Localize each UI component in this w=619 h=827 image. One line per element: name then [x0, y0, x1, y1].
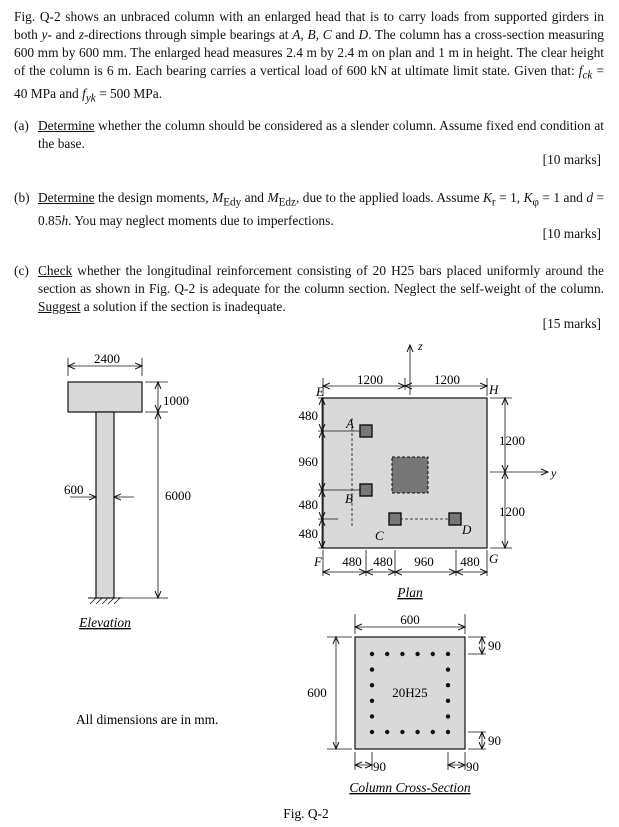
- rebar: [446, 667, 450, 671]
- rebar: [370, 683, 374, 687]
- rebar: [370, 714, 374, 718]
- section-width-label: 600: [400, 612, 420, 627]
- bearing-d-label: D: [462, 522, 472, 537]
- elev-head-width-label: 2400: [94, 351, 120, 366]
- plan-bottom-dim-3: 960: [414, 554, 434, 569]
- rebar: [446, 683, 450, 687]
- rebar: [446, 699, 450, 703]
- elev-head-height-label: 1000: [163, 393, 189, 408]
- bearing-d: [449, 513, 461, 525]
- bearing-c-label: C: [375, 528, 384, 543]
- rebar: [370, 699, 374, 703]
- question-c-marks: [15 marks]: [542, 316, 601, 331]
- section-cover-top: 90: [488, 638, 501, 653]
- plan-right-dim-top: 1200: [499, 433, 525, 448]
- rebar: [385, 652, 389, 656]
- rebar: [370, 667, 374, 671]
- bearing-b: [360, 484, 372, 496]
- section-caption: Column Cross-Section: [349, 780, 471, 795]
- plan-column-outline: [392, 457, 428, 493]
- rebar: [415, 730, 419, 734]
- corner-g: G: [489, 551, 499, 566]
- plan-right-dim-bottom: 1200: [499, 504, 525, 519]
- intro-paragraph: Fig. Q-2 shows an unbraced column with an enlarged head that is to carry loads from supported girders in both y- and z-directions through simple bearings at A, B, C and D. The column has a cross-section measuring 600 mm by 600 mm. The enlarged head measures 2.4 m by 2.4 m on plan and 1 m in height. The clear height of the column is 6 m. Each bearing carries a vertical load of 600 kN at ultimate limit state. Given that: $f_{ck} = 40$ MPa and $f_{yk} = 500$ MPa.: [14, 9, 605, 105]
- question-c: (c) Check whether the longitudinal reinforcement consisting of 20 H25 bars placed uniformly around the section as shown in Fig. Q-2 is adequate for the column section. Neglect the self-weight of the column. Suggest a solution if the section is inadequate.: [14, 263, 604, 314]
- plan-axis-y: y: [551, 466, 557, 480]
- plan-top-dim-right: 1200: [434, 372, 460, 387]
- section-cover-bottom: 90: [488, 733, 501, 748]
- corner-f: F: [314, 554, 322, 569]
- plan-left-dim-2: 960: [298, 454, 318, 469]
- corner-e: E: [316, 384, 324, 399]
- rebar: [431, 652, 435, 656]
- dimensions-note: All dimensions are in mm.: [76, 712, 219, 727]
- elev-col-height-label: 6000: [165, 488, 191, 503]
- plan-left-dim-4: 480: [298, 526, 318, 541]
- corner-h: H: [489, 382, 499, 397]
- bearing-c: [389, 513, 401, 525]
- rebar: [431, 730, 435, 734]
- bearing-b-label: B: [345, 491, 353, 506]
- question-a: (a) Determine whether the column should be considered as a slender column. Assume fixed end condition at the base.: [14, 118, 604, 151]
- elevation-caption: Elevation: [79, 615, 131, 630]
- plan-bottom-dim-2: 480: [373, 554, 393, 569]
- figure-caption: Fig. Q-2: [283, 806, 329, 821]
- plan-top-dim-left: 1200: [357, 372, 383, 387]
- elevation-head: [68, 382, 142, 412]
- section-cover-right: 90: [466, 759, 479, 774]
- rebar: [370, 652, 374, 656]
- plan-bottom-dim-1: 480: [342, 554, 362, 569]
- plan-bottom-dim-4: 480: [460, 554, 480, 569]
- rebar: [370, 730, 374, 734]
- question-b-marks: [10 marks]: [542, 226, 601, 241]
- bearing-a-label: A: [346, 416, 354, 431]
- section-height-label: 600: [307, 685, 327, 700]
- rebar: [446, 652, 450, 656]
- plan-left-dim-1: 480: [298, 408, 318, 423]
- plan-left-dim-3: 480: [298, 497, 318, 512]
- rebar: [400, 652, 404, 656]
- rebar: [446, 730, 450, 734]
- elevation-column: [96, 412, 114, 598]
- rebar: [415, 652, 419, 656]
- plan-drawing: [299, 339, 558, 600]
- cross-section-drawing: [307, 612, 501, 795]
- plan-caption: Plan: [397, 585, 423, 600]
- rebar: [400, 730, 404, 734]
- section-bars-label: 20H25: [392, 685, 428, 700]
- question-a-marks: [10 marks]: [542, 152, 601, 167]
- rebar: [385, 730, 389, 734]
- plan-axis-z: z: [418, 339, 423, 353]
- rebar: [446, 714, 450, 718]
- elev-col-width-label: 600: [64, 482, 84, 497]
- question-b: (b) Determine the design moments, $M_{Edy}$ and $M_{Edz}$, due to the applied loads. Assume $K_r = 1$, $K_\varphi = 1$ and d = 0.85h. You may neglect moments due to imperfections.: [14, 190, 605, 228]
- section-cover-left: 90: [373, 759, 386, 774]
- bearing-a: [360, 425, 372, 437]
- elevation-drawing: [64, 351, 191, 630]
